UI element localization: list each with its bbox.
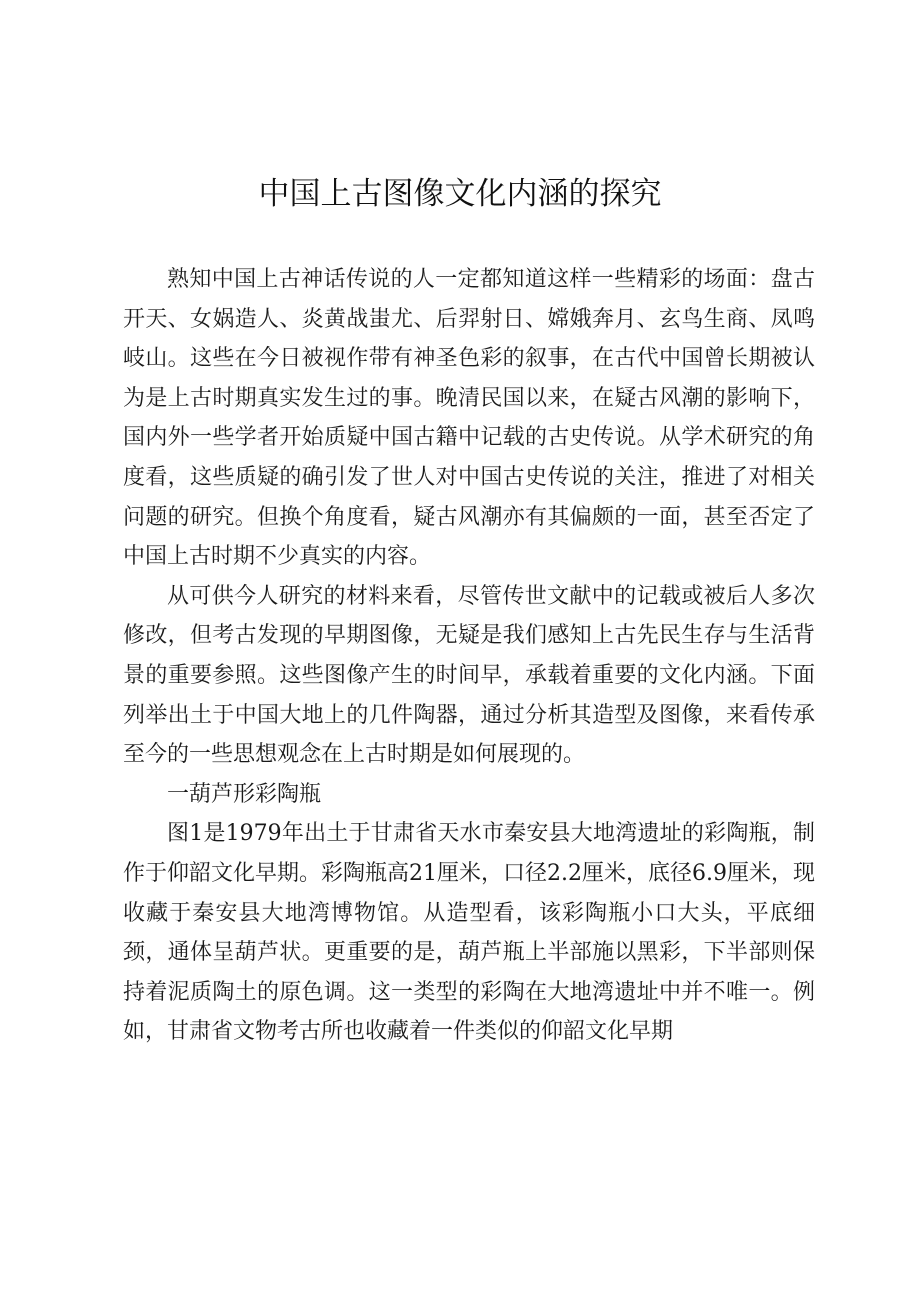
paragraph-gourd-vase: 图1是1979年出土于甘肃省天水市秦安县大地湾遗址的彩陶瓶，制作于仰韶文化早期。彩陶瓶高21厘米，口径2.2厘米，底径6.9厘米，现收藏于秦安县大地湾博物馆。从造型看，该彩陶瓶小口大头，平底细颈，通体呈葫芦状。更重要的是，葫芦瓶上半部施以黑彩，下半部则保持着泥质陶土的原色调。这一类型的彩陶在大地湾遗址中并不唯一。例如，甘肃省文物考古所也收藏着一件类似的仰韶文化早期 [123,821,815,1045]
section-heading: 一葫芦形彩陶瓶 [167,781,322,807]
document-body [123,260,815,1052]
paragraph-intro: 熟知中国上古神话传说的人一定都知道这样一些精彩的场面：盘古开天、女娲造人、炎黄战蚩尤、后羿射日、嫦娥奔月、玄鸟生商、凤鸣岐山。这些在今日被视作带有神圣色彩的叙事，在古代中国曾长期被认为是上古时期真实发生过的事。晚清民国以来，在疑古风潮的影响下，国内外一些学者开始质疑中国古籍中记载的古史传说。从学术研究的角度看，这些质疑的确引发了世人对中国古史传说的关注，推进了对相关问题的研究。但换个角度看，疑古风潮亦有其偏颇的一面，甚至否定了中国上古时期不少真实的内容。 [123,267,815,570]
document-title: 中国上古图像文化内涵的探究 [258,176,662,212]
paragraph-materials: 从可供今人研究的材料来看，尽管传世文献中的记载或被后人多次修改，但考古发现的早期图像，无疑是我们感知上古先民生存与生活背景的重要参照。这些图像产生的时间早，承载着重要的文化内涵。下面列举出土于中国大地上的几件陶器，通过分析其造型及图像，来看传承至今的一些思想观念在上古时期是如何展现的。 [123,583,815,768]
